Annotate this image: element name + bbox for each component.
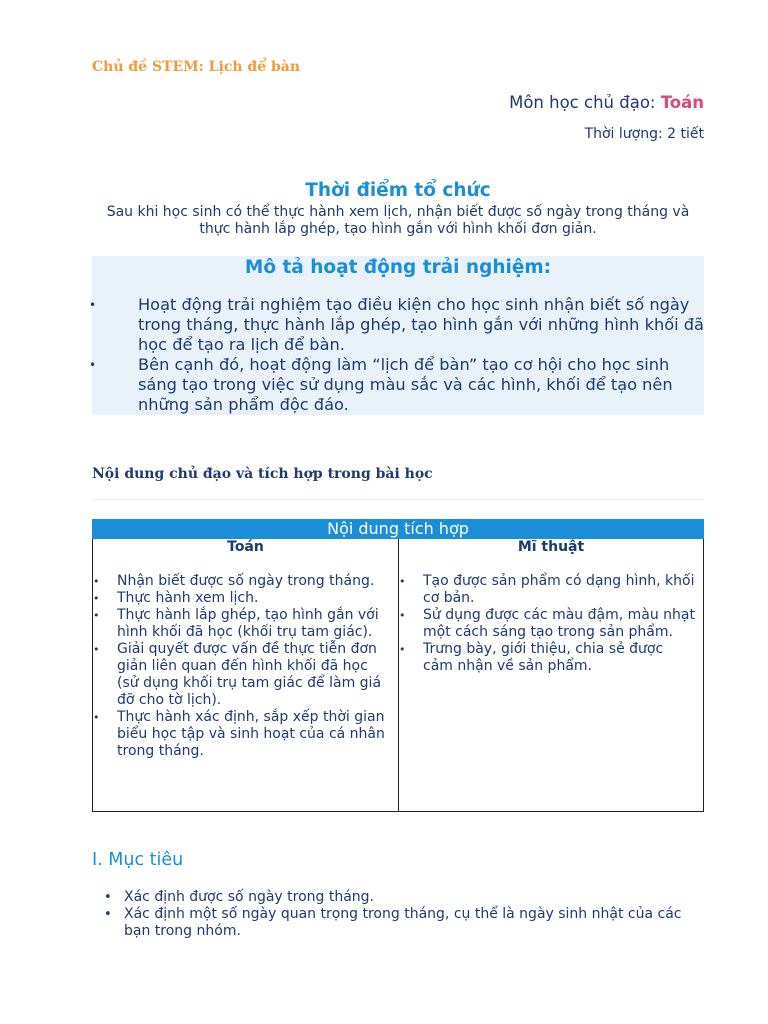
list-item: • Thực hành xác định, sắp xếp thời gian biểu học tập và sinh hoạt của cá nhân trong tháng. xyxy=(117,709,389,760)
list-item: • Bên cạnh đó, hoạt động làm “lịch để bàn” tạo cơ hội cho học sinh sáng tạo trong việc sử dụng màu sắc và các hình, khối để tạo nên những sản phẩm độc đáo. xyxy=(138,355,704,415)
list-item: • Tạo được sản phẩm có dạng hình, khối cơ bản. xyxy=(423,573,697,607)
list-item: • Thực hành xem lịch. xyxy=(117,590,389,607)
list-item: • Giải quyết được vấn đề thực tiễn đơn giản liên quan đến hình khối đã học (sử dụng khối trụ tam giác để làm giá đỡ cho tờ lịch). xyxy=(117,641,389,709)
math-column xyxy=(93,539,399,811)
list-item: • Nhận biết được số ngày trong tháng. xyxy=(117,573,389,590)
main-subject-label: Môn học chủ đạo: xyxy=(509,93,661,112)
art-column-title: Mĩ thuật xyxy=(517,539,585,555)
integration-table xyxy=(92,539,704,812)
math-column-title: Toán xyxy=(227,539,264,555)
experience-list xyxy=(138,295,704,415)
list-item: • Thực hành lắp ghép, tạo hình gắn với hình khối đã học (khối trụ tam giác). xyxy=(117,607,389,641)
list-item: • Xác định một số ngày quan trọng trong tháng, cụ thể là ngày sinh nhật của các bạn trong nhóm. xyxy=(124,906,704,940)
objectives-title: I. Mục tiêu xyxy=(92,850,184,870)
art-list xyxy=(423,573,697,675)
list-item: • Hoạt động trải nghiệm tạo điều kiện cho học sinh nhận biết số ngày trong tháng, thực hành lắp ghép, tạo hình gắn với những hình khối đã học để tạo ra lịch để bàn. xyxy=(138,295,704,355)
math-list xyxy=(117,573,389,760)
experience-box xyxy=(92,256,704,415)
list-item: • Trưng bày, giới thiệu, chia sẻ được cảm nhận về sản phẩm. xyxy=(423,641,697,675)
objectives-list xyxy=(124,889,704,940)
main-subject xyxy=(509,93,704,112)
divider xyxy=(92,499,704,500)
main-subject-value: Toán xyxy=(660,93,704,112)
topic-title: Chủ đề STEM: Lịch để bàn xyxy=(92,59,301,75)
list-item: • Xác định được số ngày trong tháng. xyxy=(124,889,704,906)
list-item: • Sử dụng được các màu đậm, màu nhạt một cách sáng tạo trong sản phẩm. xyxy=(423,607,697,641)
art-column xyxy=(399,539,703,811)
integration-table-header: Nội dung tích hợp xyxy=(92,519,704,539)
timing-body: Sau khi học sinh có thể thực hành xem lịch, nhận biết được số ngày trong tháng và thực hành lắp ghép, tạo hình gắn với hình khối đơn giản. xyxy=(106,204,690,237)
duration: Thời lượng: 2 tiết xyxy=(584,126,704,142)
experience-title: Mô tả hoạt động trải nghiệm: xyxy=(244,257,552,278)
timing-title: Thời điểm tổ chức xyxy=(305,180,491,201)
content-heading: Nội dung chủ đạo và tích hợp trong bài học xyxy=(92,466,433,482)
